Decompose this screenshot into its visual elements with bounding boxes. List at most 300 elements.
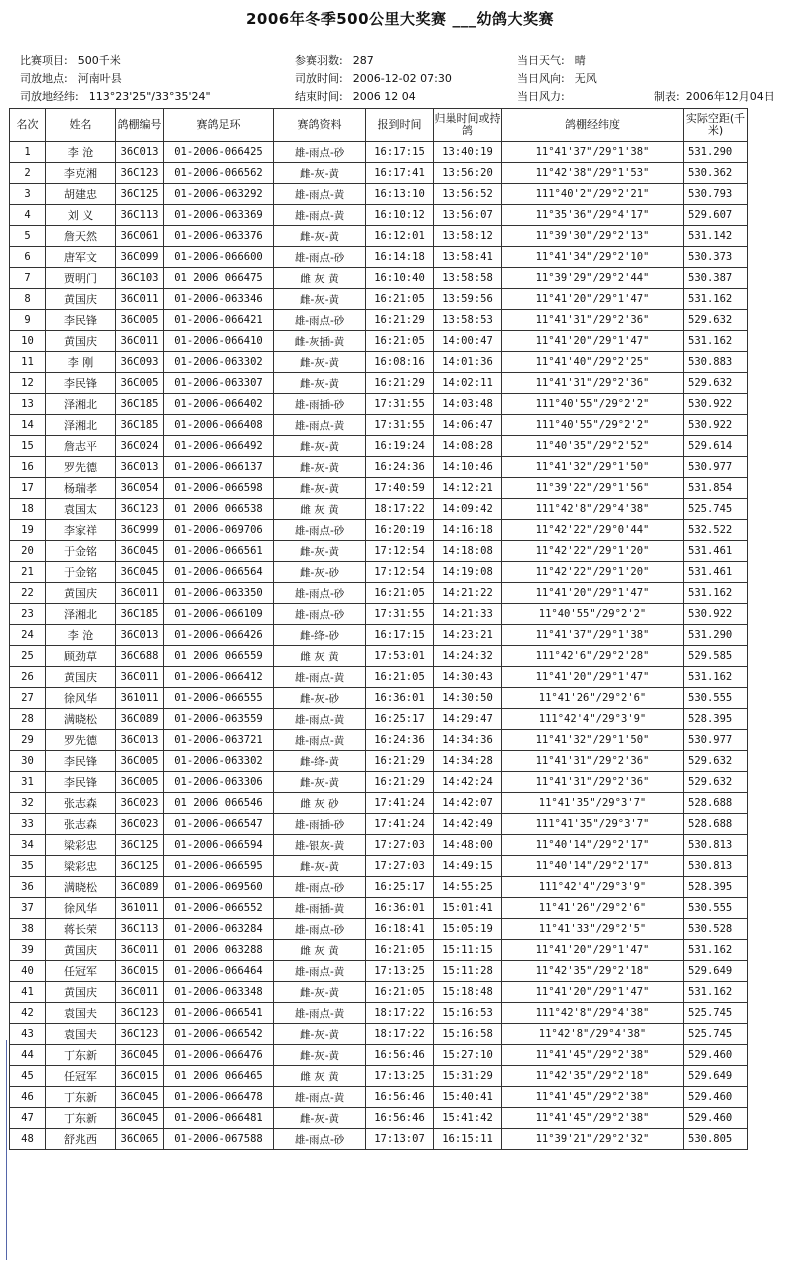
cell-loft: 36C005 bbox=[116, 373, 164, 394]
cell-arrival: 14:49:15 bbox=[434, 856, 502, 877]
cell-name: 舒兆西 bbox=[46, 1129, 116, 1150]
cell-ring: 01-2006-066408 bbox=[164, 415, 274, 436]
cell-arrival: 13:58:41 bbox=[434, 247, 502, 268]
cell-coords: 11°41'20"/29°1'47" bbox=[502, 583, 684, 604]
cell-distance: 530.922 bbox=[684, 415, 748, 436]
cell-coords: 11°41'31"/29°2'36" bbox=[502, 310, 684, 331]
cell-loft: 36C123 bbox=[116, 499, 164, 520]
header-name: 姓名 bbox=[46, 109, 116, 142]
cell-rank: 24 bbox=[10, 625, 46, 646]
cell-loft: 36C011 bbox=[116, 331, 164, 352]
cell-ring: 01-2006-063302 bbox=[164, 751, 274, 772]
table-row bbox=[10, 1003, 748, 1024]
cell-bird: 雄-雨点-砂 bbox=[274, 520, 366, 541]
table-row bbox=[10, 268, 748, 289]
table-row bbox=[10, 226, 748, 247]
cell-rank: 45 bbox=[10, 1066, 46, 1087]
header-bird: 赛鸽资料 bbox=[274, 109, 366, 142]
cell-bird: 雄-雨点-黄 bbox=[274, 730, 366, 751]
cell-bird: 雌-灰-黄 bbox=[274, 352, 366, 373]
table-row bbox=[10, 583, 748, 604]
cell-arrival: 13:58:53 bbox=[434, 310, 502, 331]
cell-bird: 雄-雨点-砂 bbox=[274, 604, 366, 625]
title-sub: 幼鸽大奖赛 bbox=[476, 10, 555, 28]
cell-name: 李克湘 bbox=[46, 163, 116, 184]
cell-coords: 11°41'45"/29°2'38" bbox=[502, 1087, 684, 1108]
cell-arrival: 16:15:11 bbox=[434, 1129, 502, 1150]
cell-report: 16:56:46 bbox=[366, 1087, 434, 1108]
cell-bird: 雄-雨点-黄 bbox=[274, 1003, 366, 1024]
cell-coords: 11°41'20"/29°1'47" bbox=[502, 289, 684, 310]
cell-report: 17:41:24 bbox=[366, 793, 434, 814]
coords-info: 司放地经纬: 113°23'25"/33°35'24" bbox=[20, 90, 211, 103]
cell-arrival: 13:56:52 bbox=[434, 184, 502, 205]
cell-arrival: 13:59:56 bbox=[434, 289, 502, 310]
cell-loft: 36C005 bbox=[116, 751, 164, 772]
cell-rank: 29 bbox=[10, 730, 46, 751]
cell-bird: 雌-灰-黄 bbox=[274, 772, 366, 793]
cell-loft: 36C024 bbox=[116, 436, 164, 457]
cell-loft: 36C125 bbox=[116, 835, 164, 856]
table-row bbox=[10, 1129, 748, 1150]
cell-rank: 10 bbox=[10, 331, 46, 352]
table-row bbox=[10, 562, 748, 583]
table-row bbox=[10, 436, 748, 457]
cell-coords: 111°40'55"/29°2'2" bbox=[502, 415, 684, 436]
cell-arrival: 15:40:41 bbox=[434, 1087, 502, 1108]
cell-ring: 01-2006-063350 bbox=[164, 583, 274, 604]
cell-ring: 01-2006-066541 bbox=[164, 1003, 274, 1024]
cell-rank: 48 bbox=[10, 1129, 46, 1150]
cell-loft: 361011 bbox=[116, 898, 164, 919]
cell-bird: 雄-雨点-砂 bbox=[274, 1129, 366, 1150]
cell-report: 16:25:17 bbox=[366, 709, 434, 730]
cell-distance: 528.688 bbox=[684, 793, 748, 814]
cell-coords: 11°41'33"/29°2'5" bbox=[502, 919, 684, 940]
cell-ring: 01-2006-066594 bbox=[164, 835, 274, 856]
cell-ring: 01-2006-066555 bbox=[164, 688, 274, 709]
cell-rank: 17 bbox=[10, 478, 46, 499]
cell-distance: 530.805 bbox=[684, 1129, 748, 1150]
cell-distance: 530.977 bbox=[684, 457, 748, 478]
cell-distance: 528.395 bbox=[684, 877, 748, 898]
cell-report: 16:17:41 bbox=[366, 163, 434, 184]
cell-arrival: 13:58:58 bbox=[434, 268, 502, 289]
cell-ring: 01 2006 066475 bbox=[164, 268, 274, 289]
cell-distance: 532.522 bbox=[684, 520, 748, 541]
cell-coords: 111°42'8"/29°4'38" bbox=[502, 1003, 684, 1024]
cell-bird: 雄-雨点-砂 bbox=[274, 583, 366, 604]
cell-report: 18:17:22 bbox=[366, 1024, 434, 1045]
table-row bbox=[10, 142, 748, 163]
cell-loft: 36C013 bbox=[116, 730, 164, 751]
cell-coords: 11°40'55"/29°2'2" bbox=[502, 604, 684, 625]
cell-coords: 11°42'22"/29°0'44" bbox=[502, 520, 684, 541]
cell-name: 贾明门 bbox=[46, 268, 116, 289]
cell-ring: 01-2006-063369 bbox=[164, 205, 274, 226]
cell-name: 徐风华 bbox=[46, 688, 116, 709]
table-row bbox=[10, 415, 748, 436]
cell-coords: 111°42'6"/29°2'28" bbox=[502, 646, 684, 667]
cell-distance: 531.290 bbox=[684, 625, 748, 646]
cell-distance: 525.745 bbox=[684, 499, 748, 520]
table-header-row bbox=[10, 109, 748, 142]
cell-rank: 43 bbox=[10, 1024, 46, 1045]
cell-loft: 36C093 bbox=[116, 352, 164, 373]
cell-loft: 36C103 bbox=[116, 268, 164, 289]
table-row bbox=[10, 163, 748, 184]
cell-loft: 36C123 bbox=[116, 1024, 164, 1045]
table-row bbox=[10, 457, 748, 478]
cell-report: 16:24:36 bbox=[366, 730, 434, 751]
cell-name: 任冠军 bbox=[46, 961, 116, 982]
cell-bird: 雌-灰-黄 bbox=[274, 163, 366, 184]
cell-distance: 531.162 bbox=[684, 982, 748, 1003]
cell-distance: 530.373 bbox=[684, 247, 748, 268]
cell-coords: 111°42'4"/29°3'9" bbox=[502, 709, 684, 730]
cell-name: 顾劲草 bbox=[46, 646, 116, 667]
cell-ring: 01-2006-063307 bbox=[164, 373, 274, 394]
cell-rank: 21 bbox=[10, 562, 46, 583]
cell-ring: 01 2006 066465 bbox=[164, 1066, 274, 1087]
cell-report: 16:21:29 bbox=[366, 373, 434, 394]
cell-name: 罗先德 bbox=[46, 730, 116, 751]
cell-arrival: 14:30:50 bbox=[434, 688, 502, 709]
cell-rank: 18 bbox=[10, 499, 46, 520]
cell-ring: 01-2006-066421 bbox=[164, 310, 274, 331]
cell-distance: 529.585 bbox=[684, 646, 748, 667]
cell-loft: 36C005 bbox=[116, 772, 164, 793]
cell-distance: 529.460 bbox=[684, 1108, 748, 1129]
cell-coords: 11°42'38"/29°1'53" bbox=[502, 163, 684, 184]
cell-arrival: 14:16:18 bbox=[434, 520, 502, 541]
cell-rank: 37 bbox=[10, 898, 46, 919]
cell-distance: 530.555 bbox=[684, 688, 748, 709]
cell-report: 17:40:59 bbox=[366, 478, 434, 499]
cell-loft: 36C011 bbox=[116, 982, 164, 1003]
header-coords: 鸽棚经纬度 bbox=[502, 109, 684, 142]
cell-distance: 529.607 bbox=[684, 205, 748, 226]
header-ring: 赛鸽足环 bbox=[164, 109, 274, 142]
cell-coords: 11°42'35"/29°2'18" bbox=[502, 961, 684, 982]
cell-coords: 11°41'20"/29°1'47" bbox=[502, 940, 684, 961]
cell-coords: 11°41'45"/29°2'38" bbox=[502, 1108, 684, 1129]
cell-ring: 01 2006 066546 bbox=[164, 793, 274, 814]
cell-name: 李民锋 bbox=[46, 751, 116, 772]
cell-coords: 111°40'2"/29°2'21" bbox=[502, 184, 684, 205]
cell-bird: 雄-雨点-砂 bbox=[274, 919, 366, 940]
cell-loft: 36C054 bbox=[116, 478, 164, 499]
cell-name: 泽湘北 bbox=[46, 604, 116, 625]
cell-arrival: 14:01:36 bbox=[434, 352, 502, 373]
cell-rank: 25 bbox=[10, 646, 46, 667]
cell-name: 满晓松 bbox=[46, 877, 116, 898]
cell-bird: 雄-雨点-砂 bbox=[274, 142, 366, 163]
cell-loft: 36C045 bbox=[116, 562, 164, 583]
cell-ring: 01-2006-063302 bbox=[164, 352, 274, 373]
cell-arrival: 14:02:11 bbox=[434, 373, 502, 394]
cell-loft: 36C045 bbox=[116, 1087, 164, 1108]
cell-name: 黄国庆 bbox=[46, 940, 116, 961]
table-row bbox=[10, 520, 748, 541]
cell-loft: 36C065 bbox=[116, 1129, 164, 1150]
cell-ring: 01-2006-066402 bbox=[164, 394, 274, 415]
cell-coords: 111°42'4"/29°3'9" bbox=[502, 877, 684, 898]
cell-report: 16:21:05 bbox=[366, 583, 434, 604]
cell-ring: 01-2006-066561 bbox=[164, 541, 274, 562]
cell-rank: 41 bbox=[10, 982, 46, 1003]
cell-rank: 5 bbox=[10, 226, 46, 247]
cell-rank: 35 bbox=[10, 856, 46, 877]
cell-rank: 31 bbox=[10, 772, 46, 793]
cell-coords: 11°40'14"/29°2'17" bbox=[502, 835, 684, 856]
cell-distance: 530.922 bbox=[684, 394, 748, 415]
table-row bbox=[10, 919, 748, 940]
cell-rank: 38 bbox=[10, 919, 46, 940]
cell-distance: 531.854 bbox=[684, 478, 748, 499]
cell-loft: 36C113 bbox=[116, 919, 164, 940]
cell-name: 于金铭 bbox=[46, 562, 116, 583]
cell-arrival: 14:34:28 bbox=[434, 751, 502, 772]
cell-report: 16:18:41 bbox=[366, 919, 434, 940]
cell-report: 16:17:15 bbox=[366, 625, 434, 646]
table-row bbox=[10, 961, 748, 982]
cell-arrival: 14:30:43 bbox=[434, 667, 502, 688]
cell-name: 袁国夫 bbox=[46, 1024, 116, 1045]
cell-arrival: 15:01:41 bbox=[434, 898, 502, 919]
cell-report: 17:31:55 bbox=[366, 415, 434, 436]
cell-bird: 雌 灰 黄 bbox=[274, 940, 366, 961]
cell-ring: 01-2006-066547 bbox=[164, 814, 274, 835]
cell-name: 满晓松 bbox=[46, 709, 116, 730]
cell-arrival: 15:11:28 bbox=[434, 961, 502, 982]
cell-coords: 11°41'45"/29°2'38" bbox=[502, 1045, 684, 1066]
cell-name: 于金铭 bbox=[46, 541, 116, 562]
cell-coords: 111°40'55"/29°2'2" bbox=[502, 394, 684, 415]
cell-ring: 01-2006-066564 bbox=[164, 562, 274, 583]
table-row bbox=[10, 709, 748, 730]
cell-distance: 528.688 bbox=[684, 814, 748, 835]
cell-distance: 530.387 bbox=[684, 268, 748, 289]
cell-ring: 01 2006 066538 bbox=[164, 499, 274, 520]
cell-name: 泽湘北 bbox=[46, 394, 116, 415]
cell-ring: 01-2006-063284 bbox=[164, 919, 274, 940]
cell-loft: 36C185 bbox=[116, 604, 164, 625]
cell-bird: 雌-灰-黄 bbox=[274, 1108, 366, 1129]
cell-name: 刘 义 bbox=[46, 205, 116, 226]
cell-ring: 01 2006 063288 bbox=[164, 940, 274, 961]
cell-rank: 2 bbox=[10, 163, 46, 184]
cell-coords: 11°40'14"/29°2'17" bbox=[502, 856, 684, 877]
count-info: 参赛羽数: 287 bbox=[295, 54, 374, 67]
cell-report: 16:21:29 bbox=[366, 772, 434, 793]
cell-arrival: 15:11:15 bbox=[434, 940, 502, 961]
cell-loft: 36C999 bbox=[116, 520, 164, 541]
cell-report: 16:17:15 bbox=[366, 142, 434, 163]
cell-arrival: 15:18:48 bbox=[434, 982, 502, 1003]
cell-report: 16:21:29 bbox=[366, 751, 434, 772]
cell-rank: 36 bbox=[10, 877, 46, 898]
cell-bird: 雌-灰-黄 bbox=[274, 1045, 366, 1066]
cell-report: 16:21:05 bbox=[366, 667, 434, 688]
table-row bbox=[10, 1024, 748, 1045]
cell-distance: 531.162 bbox=[684, 940, 748, 961]
cell-bird: 雌 灰 黄 bbox=[274, 268, 366, 289]
cell-rank: 28 bbox=[10, 709, 46, 730]
cell-arrival: 14:48:00 bbox=[434, 835, 502, 856]
cell-rank: 11 bbox=[10, 352, 46, 373]
cell-coords: 11°39'29"/29°2'44" bbox=[502, 268, 684, 289]
cell-loft: 36C123 bbox=[116, 163, 164, 184]
cell-arrival: 13:56:20 bbox=[434, 163, 502, 184]
cell-loft: 36C185 bbox=[116, 394, 164, 415]
cell-ring: 01-2006-063346 bbox=[164, 289, 274, 310]
results-body bbox=[10, 142, 748, 1150]
cell-ring: 01-2006-066492 bbox=[164, 436, 274, 457]
table-row bbox=[10, 1045, 748, 1066]
cell-bird: 雄-银灰-黄 bbox=[274, 835, 366, 856]
cell-rank: 14 bbox=[10, 415, 46, 436]
table-row bbox=[10, 982, 748, 1003]
cell-distance: 529.460 bbox=[684, 1087, 748, 1108]
cell-bird: 雄-雨点-砂 bbox=[274, 310, 366, 331]
cell-rank: 42 bbox=[10, 1003, 46, 1024]
cell-report: 16:21:05 bbox=[366, 982, 434, 1003]
table-row bbox=[10, 793, 748, 814]
cell-bird: 雌-灰-黄 bbox=[274, 457, 366, 478]
cell-rank: 39 bbox=[10, 940, 46, 961]
cell-coords: 11°41'37"/29°1'38" bbox=[502, 625, 684, 646]
cell-coords: 11°41'31"/29°2'36" bbox=[502, 373, 684, 394]
table-row bbox=[10, 331, 748, 352]
cell-bird: 雄-雨点-黄 bbox=[274, 184, 366, 205]
close-info: 结束时间: 2006 12 04 bbox=[295, 90, 416, 103]
cell-distance: 530.883 bbox=[684, 352, 748, 373]
cell-arrival: 14:34:36 bbox=[434, 730, 502, 751]
cell-coords: 11°41'40"/29°2'25" bbox=[502, 352, 684, 373]
cell-name: 李民锋 bbox=[46, 772, 116, 793]
cell-report: 16:21:29 bbox=[366, 310, 434, 331]
cell-coords: 11°42'22"/29°1'20" bbox=[502, 541, 684, 562]
cell-loft: 36C061 bbox=[116, 226, 164, 247]
cell-arrival: 14:03:48 bbox=[434, 394, 502, 415]
cell-arrival: 14:21:33 bbox=[434, 604, 502, 625]
cell-name: 袁国夫 bbox=[46, 1003, 116, 1024]
cell-rank: 4 bbox=[10, 205, 46, 226]
cell-arrival: 14:42:24 bbox=[434, 772, 502, 793]
cell-arrival: 14:24:32 bbox=[434, 646, 502, 667]
cell-name: 罗先德 bbox=[46, 457, 116, 478]
cell-report: 18:17:22 bbox=[366, 1003, 434, 1024]
cell-coords: 11°39'30"/29°2'13" bbox=[502, 226, 684, 247]
cell-loft: 36C125 bbox=[116, 856, 164, 877]
cell-distance: 531.461 bbox=[684, 562, 748, 583]
cell-distance: 525.745 bbox=[684, 1003, 748, 1024]
table-row bbox=[10, 856, 748, 877]
table-row bbox=[10, 1066, 748, 1087]
table-row bbox=[10, 352, 748, 373]
cell-loft: 36C045 bbox=[116, 1045, 164, 1066]
cell-bird: 雌 灰 黄 bbox=[274, 499, 366, 520]
cell-rank: 13 bbox=[10, 394, 46, 415]
table-row bbox=[10, 541, 748, 562]
cell-report: 17:12:54 bbox=[366, 562, 434, 583]
cell-report: 16:36:01 bbox=[366, 688, 434, 709]
cell-distance: 529.632 bbox=[684, 373, 748, 394]
cell-ring: 01-2006-063292 bbox=[164, 184, 274, 205]
cell-coords: 11°41'20"/29°1'47" bbox=[502, 982, 684, 1003]
table-row bbox=[10, 625, 748, 646]
cell-report: 16:25:17 bbox=[366, 877, 434, 898]
cell-bird: 雄-雨点-黄 bbox=[274, 709, 366, 730]
cell-arrival: 14:08:28 bbox=[434, 436, 502, 457]
table-row bbox=[10, 688, 748, 709]
cell-bird: 雌-绛-砂 bbox=[274, 625, 366, 646]
cell-loft: 36C011 bbox=[116, 667, 164, 688]
cell-distance: 530.555 bbox=[684, 898, 748, 919]
table-row bbox=[10, 373, 748, 394]
cell-report: 17:27:03 bbox=[366, 835, 434, 856]
cell-arrival: 14:00:47 bbox=[434, 331, 502, 352]
cell-report: 17:31:55 bbox=[366, 604, 434, 625]
cell-report: 17:41:24 bbox=[366, 814, 434, 835]
cell-report: 16:24:36 bbox=[366, 457, 434, 478]
cell-rank: 22 bbox=[10, 583, 46, 604]
cell-arrival: 14:06:47 bbox=[434, 415, 502, 436]
cell-report: 16:21:05 bbox=[366, 331, 434, 352]
cell-ring: 01-2006-066412 bbox=[164, 667, 274, 688]
header-arrival: 归巢时间或持鸽 bbox=[434, 109, 502, 142]
cell-coords: 11°41'32"/29°1'50" bbox=[502, 730, 684, 751]
cell-coords: 11°39'22"/29°1'56" bbox=[502, 478, 684, 499]
cell-report: 17:13:25 bbox=[366, 961, 434, 982]
cell-arrival: 15:05:19 bbox=[434, 919, 502, 940]
table-row bbox=[10, 478, 748, 499]
table-row bbox=[10, 898, 748, 919]
table-row bbox=[10, 940, 748, 961]
cell-name: 张志森 bbox=[46, 814, 116, 835]
cell-ring: 01-2006-066595 bbox=[164, 856, 274, 877]
cell-distance: 530.813 bbox=[684, 856, 748, 877]
cell-coords: 11°41'37"/29°1'38" bbox=[502, 142, 684, 163]
cell-bird: 雌-灰-黄 bbox=[274, 541, 366, 562]
cell-distance: 530.362 bbox=[684, 163, 748, 184]
results-table bbox=[9, 108, 748, 1150]
cell-loft: 36C011 bbox=[116, 940, 164, 961]
cell-report: 16:12:01 bbox=[366, 226, 434, 247]
cell-ring: 01 2006 066559 bbox=[164, 646, 274, 667]
cell-bird: 雄-雨插-砂 bbox=[274, 394, 366, 415]
cell-report: 17:27:03 bbox=[366, 856, 434, 877]
cell-ring: 01-2006-067588 bbox=[164, 1129, 274, 1150]
cell-bird: 雌-灰-黄 bbox=[274, 226, 366, 247]
table-row bbox=[10, 877, 748, 898]
weather-info: 当日天气: 晴 bbox=[517, 54, 586, 67]
cell-ring: 01-2006-066137 bbox=[164, 457, 274, 478]
cell-bird: 雌 灰 砂 bbox=[274, 793, 366, 814]
cell-coords: 11°41'20"/29°1'47" bbox=[502, 331, 684, 352]
cell-ring: 01-2006-066464 bbox=[164, 961, 274, 982]
cell-distance: 531.162 bbox=[684, 583, 748, 604]
cell-distance: 531.290 bbox=[684, 142, 748, 163]
table-row bbox=[10, 646, 748, 667]
cell-ring: 01-2006-063376 bbox=[164, 226, 274, 247]
cell-report: 17:13:25 bbox=[366, 1066, 434, 1087]
cell-ring: 01-2006-066598 bbox=[164, 478, 274, 499]
cell-distance: 529.649 bbox=[684, 961, 748, 982]
cell-arrival: 15:27:10 bbox=[434, 1045, 502, 1066]
cell-name: 李家祥 bbox=[46, 520, 116, 541]
